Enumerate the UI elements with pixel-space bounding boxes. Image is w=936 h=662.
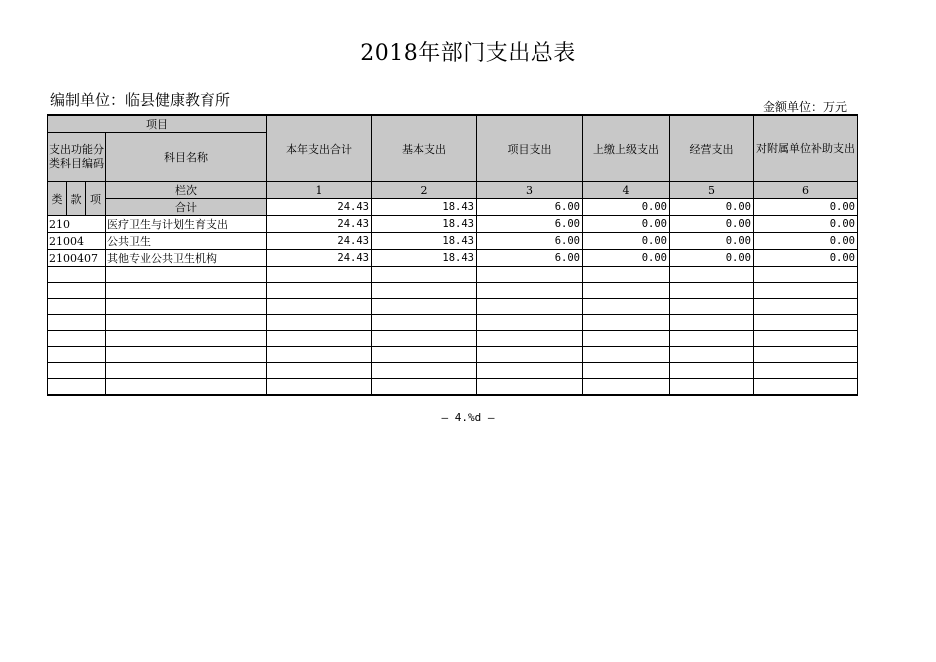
empty-cell bbox=[372, 347, 477, 363]
header-col-6: 对附属单位补助支出 bbox=[754, 115, 858, 182]
empty-row bbox=[48, 267, 858, 283]
empty-code-cell bbox=[48, 299, 106, 315]
empty-cell bbox=[583, 379, 670, 395]
empty-code-cell bbox=[48, 315, 106, 331]
empty-cell bbox=[372, 283, 477, 299]
empty-cell bbox=[106, 363, 267, 379]
row-value-3: 6.00 bbox=[477, 216, 583, 233]
row-name: 公共卫生 bbox=[106, 233, 267, 250]
header-col-2: 基本支出 bbox=[372, 115, 477, 182]
header-col-1: 本年支出合计 bbox=[267, 115, 372, 182]
page-title: 2018年部门支出总表 bbox=[360, 41, 576, 66]
row-value-6: 0.00 bbox=[754, 233, 858, 250]
empty-row bbox=[48, 331, 858, 347]
empty-cell bbox=[583, 267, 670, 283]
empty-cell bbox=[477, 267, 583, 283]
amount-unit: 金额单位：万元 bbox=[763, 100, 848, 114]
column-number-5: 5 bbox=[670, 182, 754, 199]
empty-cell bbox=[670, 315, 754, 331]
header-project: 项目 bbox=[48, 115, 267, 133]
row-name: 其他专业公共卫生机构 bbox=[106, 250, 267, 267]
empty-cell bbox=[477, 363, 583, 379]
header-lei: 类 bbox=[48, 182, 67, 216]
empty-cell bbox=[583, 299, 670, 315]
empty-cell bbox=[754, 379, 858, 395]
empty-cell bbox=[267, 379, 372, 395]
row-value-6: 0.00 bbox=[754, 216, 858, 233]
empty-cell bbox=[754, 315, 858, 331]
empty-cell bbox=[372, 379, 477, 395]
row-code: 2100407 bbox=[48, 250, 106, 267]
total-value-4: 0.00 bbox=[583, 199, 670, 216]
empty-cell bbox=[670, 363, 754, 379]
header-col-4: 上缴上级支出 bbox=[583, 115, 670, 182]
empty-cell bbox=[106, 331, 267, 347]
row-value-1: 24.43 bbox=[267, 250, 372, 267]
total-value-5: 0.00 bbox=[670, 199, 754, 216]
total-value-3: 6.00 bbox=[477, 199, 583, 216]
empty-cell bbox=[670, 299, 754, 315]
empty-cell bbox=[106, 299, 267, 315]
empty-cell bbox=[477, 331, 583, 347]
empty-row bbox=[48, 315, 858, 331]
empty-cell bbox=[106, 315, 267, 331]
header-kuan: 款 bbox=[67, 182, 86, 216]
empty-cell bbox=[477, 299, 583, 315]
empty-cell bbox=[106, 267, 267, 283]
empty-cell bbox=[267, 347, 372, 363]
empty-cell bbox=[477, 347, 583, 363]
column-number-1: 1 bbox=[267, 182, 372, 199]
page-footer: — 4.%d — bbox=[441, 411, 495, 424]
empty-cell bbox=[583, 283, 670, 299]
empty-cell bbox=[106, 379, 267, 395]
row-value-6: 0.00 bbox=[754, 250, 858, 267]
row-value-2: 18.43 bbox=[372, 216, 477, 233]
empty-code-cell bbox=[48, 267, 106, 283]
empty-cell bbox=[583, 331, 670, 347]
empty-cell bbox=[372, 267, 477, 283]
row-value-5: 0.00 bbox=[670, 216, 754, 233]
header-subject-name: 科目名称 bbox=[106, 133, 267, 182]
empty-cell bbox=[583, 347, 670, 363]
column-number-2: 2 bbox=[372, 182, 477, 199]
empty-cell bbox=[267, 363, 372, 379]
empty-cell bbox=[670, 267, 754, 283]
empty-cell bbox=[754, 299, 858, 315]
total-row bbox=[48, 199, 858, 216]
empty-cell bbox=[754, 331, 858, 347]
row-value-5: 0.00 bbox=[670, 250, 754, 267]
row-value-4: 0.00 bbox=[583, 233, 670, 250]
empty-cell bbox=[754, 283, 858, 299]
row-code: 21004 bbox=[48, 233, 106, 250]
row-value-1: 24.43 bbox=[267, 216, 372, 233]
header-lanci: 栏次 bbox=[106, 182, 267, 199]
empty-cell bbox=[106, 283, 267, 299]
empty-cell bbox=[372, 299, 477, 315]
total-value-6: 0.00 bbox=[754, 199, 858, 216]
empty-cell bbox=[372, 315, 477, 331]
empty-cell bbox=[106, 347, 267, 363]
header-col-3: 项目支出 bbox=[477, 115, 583, 182]
empty-cell bbox=[754, 267, 858, 283]
row-value-3: 6.00 bbox=[477, 233, 583, 250]
empty-cell bbox=[670, 347, 754, 363]
expenditure-table bbox=[47, 114, 858, 396]
row-value-4: 0.00 bbox=[583, 250, 670, 267]
table-row bbox=[48, 250, 858, 267]
empty-cell bbox=[267, 267, 372, 283]
row-name: 医疗卫生与计划生育支出 bbox=[106, 216, 267, 233]
row-value-1: 24.43 bbox=[267, 233, 372, 250]
empty-cell bbox=[477, 379, 583, 395]
empty-cell bbox=[754, 363, 858, 379]
row-value-3: 6.00 bbox=[477, 250, 583, 267]
compiling-unit: 编制单位：临县健康教育所 bbox=[50, 91, 231, 109]
row-code: 210 bbox=[48, 216, 106, 233]
header-xiang: 项 bbox=[86, 182, 106, 216]
empty-cell bbox=[477, 283, 583, 299]
column-number-3: 3 bbox=[477, 182, 583, 199]
empty-cell bbox=[267, 331, 372, 347]
empty-code-cell bbox=[48, 283, 106, 299]
header-func-code: 支出功能分类科目编码 bbox=[48, 133, 106, 182]
empty-cell bbox=[670, 283, 754, 299]
column-number-6: 6 bbox=[754, 182, 858, 199]
empty-code-cell bbox=[48, 363, 106, 379]
header-col-5: 经营支出 bbox=[670, 115, 754, 182]
empty-code-cell bbox=[48, 331, 106, 347]
empty-row bbox=[48, 299, 858, 315]
empty-code-cell bbox=[48, 347, 106, 363]
empty-cell bbox=[372, 331, 477, 347]
empty-cell bbox=[477, 315, 583, 331]
empty-cell bbox=[583, 315, 670, 331]
table-row bbox=[48, 233, 858, 250]
empty-cell bbox=[267, 283, 372, 299]
empty-cell bbox=[267, 315, 372, 331]
empty-row bbox=[48, 283, 858, 299]
empty-cell bbox=[267, 299, 372, 315]
row-value-4: 0.00 bbox=[583, 216, 670, 233]
row-value-2: 18.43 bbox=[372, 250, 477, 267]
total-value-1: 24.43 bbox=[267, 199, 372, 216]
empty-cell bbox=[754, 347, 858, 363]
table-row bbox=[48, 216, 858, 233]
empty-cell bbox=[670, 331, 754, 347]
column-number-4: 4 bbox=[583, 182, 670, 199]
empty-cell bbox=[670, 379, 754, 395]
empty-row bbox=[48, 347, 858, 363]
empty-cell bbox=[583, 363, 670, 379]
empty-row bbox=[48, 363, 858, 379]
row-value-2: 18.43 bbox=[372, 233, 477, 250]
empty-cell bbox=[372, 363, 477, 379]
total-label: 合计 bbox=[106, 199, 267, 216]
row-value-5: 0.00 bbox=[670, 233, 754, 250]
total-value-2: 18.43 bbox=[372, 199, 477, 216]
empty-code-cell bbox=[48, 379, 106, 395]
empty-row bbox=[48, 379, 858, 395]
